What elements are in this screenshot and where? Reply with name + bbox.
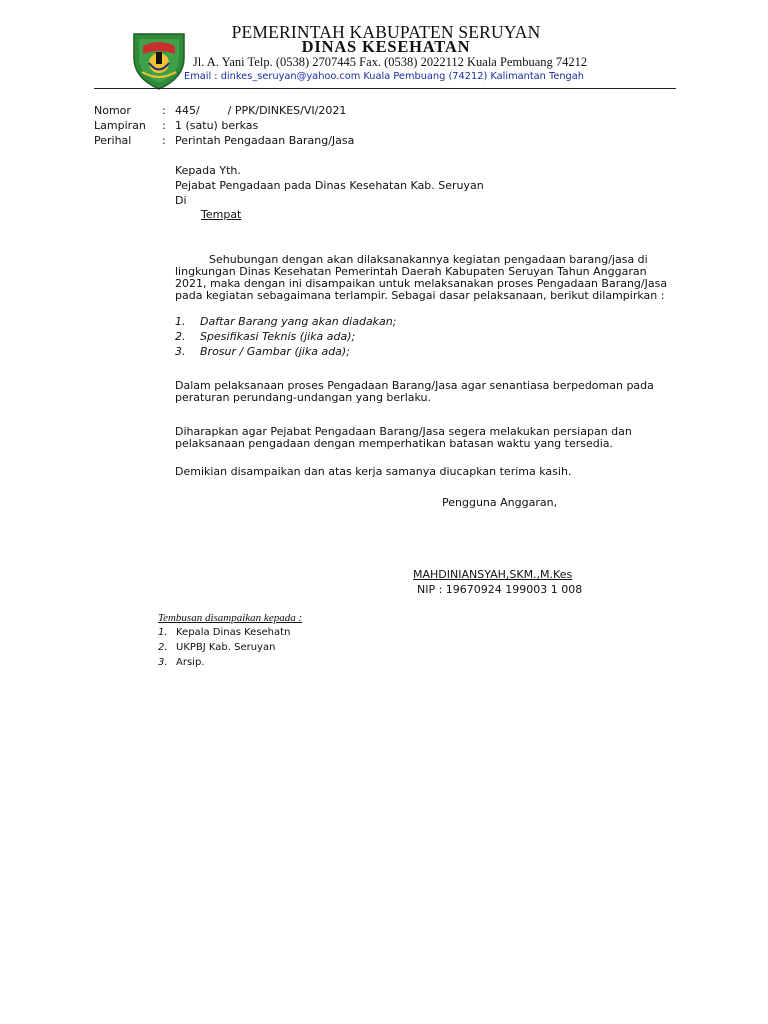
paragraph-line: pelaksanaan pengadaan dengan memperhatikan batasan waktu yang tersedia. xyxy=(175,437,614,450)
intro-line: Sehubungan dengan akan dilaksanakannya kegiatan pengadaan barang/jasa di xyxy=(209,253,648,266)
cc-number: 1. xyxy=(158,627,168,638)
agency-email: Email : dinkes_seruyan@yahoo.com Kuala Pembuang (74212) Kalimantan Tengah xyxy=(184,71,584,82)
list-number: 3. xyxy=(175,345,186,358)
signature-name: MAHDINIANSYAH,SKM.,M.Kes xyxy=(413,568,573,581)
cc-text: Kepala Dinas Kesehatn xyxy=(176,627,291,638)
meta-label: Lampiran xyxy=(94,119,146,132)
cc-text: Arsip. xyxy=(176,657,205,668)
government-title: PEMERINTAH KABUPATEN SERUYAN xyxy=(231,22,541,42)
intro-line: 2021, maka dengan ini disampaikan untuk melaksanakan proses Pengadaan Barang/Jasa xyxy=(175,277,668,290)
agency-address: Jl. A. Yani Telp. (0538) 2707445 Fax. (0538) 2022112 Kuala Pembuang 74212 xyxy=(192,55,588,69)
paragraph-line: peraturan perundang-undangan yang berlaku. xyxy=(175,391,431,404)
intro-line: pada kegiatan sebagaimana terlampir. Sebagai dasar pelaksanaan, berikut dilampirkan : xyxy=(175,289,665,302)
list-number: 1. xyxy=(175,315,186,328)
cc-text: UKPBJ Kab. Seruyan xyxy=(176,642,276,653)
meta-value: 445/ / PPK/DINKES/VI/2021 xyxy=(175,104,347,117)
cc-number: 3. xyxy=(158,657,168,668)
paragraph-line: Diharapkan agar Pejabat Pengadaan Barang/Jasa segera melakukan persiapan dan xyxy=(175,425,632,438)
recipient-place: Tempat xyxy=(201,208,242,221)
agency-title: DINAS KESEHATAN xyxy=(301,37,471,56)
meta-value: Perintah Pengadaan Barang/Jasa xyxy=(175,134,355,147)
meta-colon: : xyxy=(162,119,166,132)
meta-colon: : xyxy=(162,104,166,117)
closing-line: Demikian disampaikan dan atas kerja samanya diucapkan terima kasih. xyxy=(175,465,572,478)
recipient-di: Di xyxy=(175,194,187,207)
signature-nip: NIP : 19670924 199003 1 008 xyxy=(417,583,583,596)
list-text: Daftar Barang yang akan diadakan; xyxy=(200,315,397,328)
signature-role: Pengguna Anggaran, xyxy=(442,496,558,509)
meta-colon: : xyxy=(162,134,166,147)
recipient-name: Pejabat Pengadaan pada Dinas Kesehatan Kab. Seruyan xyxy=(175,179,484,192)
list-text: Spesifikasi Teknis (jika ada); xyxy=(200,330,356,343)
list-text: Brosur / Gambar (jika ada); xyxy=(200,345,350,358)
intro-line: lingkungan Dinas Kesehatan Pemerintah Daerah Kabupaten Seruyan Tahun Anggaran xyxy=(175,265,647,278)
paragraph-line: Dalam pelaksanaan proses Pengadaan Barang/Jasa agar senantiasa berpedoman pada xyxy=(175,379,654,392)
cc-number: 2. xyxy=(158,642,168,653)
recipient-greeting: Kepada Yth. xyxy=(175,164,241,177)
letterhead-divider xyxy=(94,88,676,89)
cc-heading: Tembusan disampaikan kepada : xyxy=(158,612,303,624)
meta-label: Perihal xyxy=(94,134,132,147)
meta-value: 1 (satu) berkas xyxy=(175,119,259,132)
list-number: 2. xyxy=(175,330,186,343)
meta-label: Nomor xyxy=(94,104,131,117)
